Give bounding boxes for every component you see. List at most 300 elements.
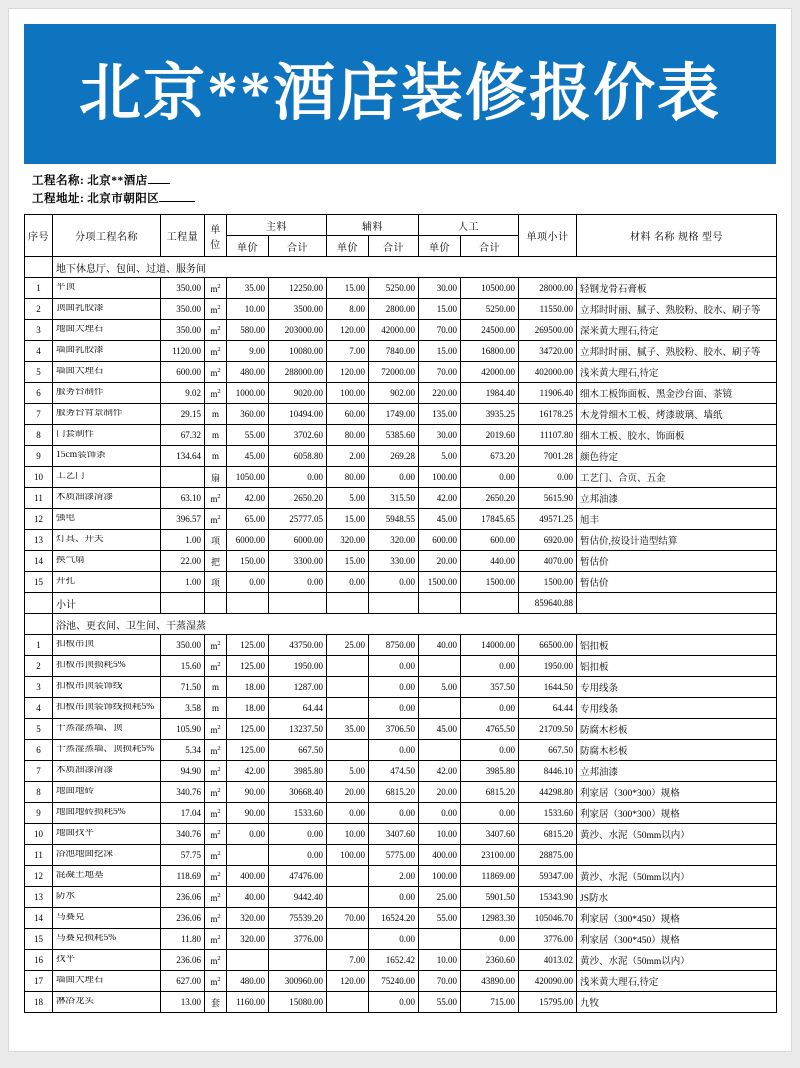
row-quantity: 236.06: [161, 950, 205, 971]
table-row: [25, 782, 777, 803]
row-main-unit-price: 6000.00: [227, 530, 269, 551]
row-quantity: 11.80: [161, 929, 205, 950]
row-main-total: 288000.00: [269, 362, 327, 383]
row-quantity: 627.00: [161, 971, 205, 992]
row-main-total: 13237.50: [269, 719, 327, 740]
row-item-name: 服务台背景制作: [53, 404, 161, 425]
row-labor-unit-price: 5.00: [419, 446, 461, 467]
row-quantity: 1120.00: [161, 341, 205, 362]
row-labor-unit-price: 55.00: [419, 992, 461, 1013]
row-unit: $m^2$: [205, 761, 227, 782]
row-material-spec: 立邦时时丽、腻子、熟胶粉、胶水、刷子等: [577, 341, 777, 362]
row-quantity: 1.00: [161, 530, 205, 551]
row-labor-total: 440.00: [461, 551, 519, 572]
table-row: [25, 887, 777, 908]
row-item-subtotal: 16178.25: [519, 404, 577, 425]
row-quantity: 236.06: [161, 887, 205, 908]
row-item-subtotal: 6920.00: [519, 530, 577, 551]
project-address-label: 工程地址:: [32, 193, 85, 205]
row-main-total: 1287.00: [269, 677, 327, 698]
row-unit: $m^2$: [205, 635, 227, 656]
page-title: 北京**酒店装修报价表: [78, 60, 721, 128]
row-labor-unit-price: 25.00: [419, 887, 461, 908]
row-quantity: 67.32: [161, 425, 205, 446]
row-index: 4: [25, 698, 53, 719]
row-main-unit-price: 400.00: [227, 866, 269, 887]
row-item-subtotal: 15795.00: [519, 992, 577, 1013]
row-material-spec: 利家居（300*300）规格: [577, 782, 777, 803]
row-aux-unit-price: 0.00: [327, 572, 369, 593]
project-name-value: 北京**酒店: [87, 175, 148, 187]
table-row: [25, 488, 777, 509]
row-unit: $m^2$: [205, 488, 227, 509]
row-material-spec: 黄沙、水泥（50mm以内）: [577, 824, 777, 845]
row-index: 13: [25, 887, 53, 908]
table-row: [25, 803, 777, 824]
row-labor-unit-price: 42.00: [419, 488, 461, 509]
row-aux-unit-price: 80.00: [327, 425, 369, 446]
row-aux-unit-price: 100.00: [327, 383, 369, 404]
row-unit: 套: [205, 992, 227, 1013]
row-labor-unit-price: 70.00: [419, 971, 461, 992]
row-aux-total: 5385.60: [369, 425, 419, 446]
subtotal-empty-cell: [227, 593, 269, 614]
row-main-total: 0.00: [269, 845, 327, 866]
subtotal-row: [25, 593, 777, 614]
table-row: [25, 824, 777, 845]
row-labor-total: 14000.00: [461, 635, 519, 656]
row-aux-total: 269.28: [369, 446, 419, 467]
row-quantity: 350.00: [161, 278, 205, 299]
row-main-total: 47476.00: [269, 866, 327, 887]
row-labor-unit-price: 10.00: [419, 824, 461, 845]
row-labor-total: 43890.00: [461, 971, 519, 992]
row-aux-total: 1652.42: [369, 950, 419, 971]
row-main-unit-price: 0.00: [227, 824, 269, 845]
row-main-unit-price: 40.00: [227, 887, 269, 908]
row-aux-unit-price: [327, 992, 369, 1013]
row-labor-unit-price: 600.00: [419, 530, 461, 551]
row-index: 4: [25, 341, 53, 362]
row-aux-total: 1749.00: [369, 404, 419, 425]
th-labor-unit-price: 单价: [419, 236, 461, 257]
header-row-top: [25, 215, 777, 236]
row-labor-unit-price: 70.00: [419, 320, 461, 341]
row-quantity: 118.69: [161, 866, 205, 887]
row-labor-unit-price: 220.00: [419, 383, 461, 404]
row-aux-total: 42000.00: [369, 320, 419, 341]
row-item-name: 干蒸湿蒸墙、顶: [53, 719, 161, 740]
table-row: [25, 719, 777, 740]
row-main-unit-price: 90.00: [227, 803, 269, 824]
row-aux-total: 0.00: [369, 467, 419, 488]
row-material-spec: 黄沙、水泥（50mm以内）: [577, 866, 777, 887]
row-aux-total: 330.00: [369, 551, 419, 572]
th-index: 序号: [25, 215, 53, 257]
row-main-unit-price: 55.00: [227, 425, 269, 446]
row-index: 18: [25, 992, 53, 1013]
project-name-line: [24, 172, 776, 190]
row-aux-total: 0.00: [369, 887, 419, 908]
row-unit: $m^2$: [205, 845, 227, 866]
row-index: 3: [25, 320, 53, 341]
row-labor-unit-price: 30.00: [419, 425, 461, 446]
row-main-unit-price: 125.00: [227, 740, 269, 761]
row-labor-total: 600.00: [461, 530, 519, 551]
row-quantity: 17.04: [161, 803, 205, 824]
row-item-name: 墙面大理石: [53, 362, 161, 383]
row-aux-unit-price: 15.00: [327, 551, 369, 572]
row-material-spec: 暂估价: [577, 572, 777, 593]
table-row: [25, 929, 777, 950]
row-material-spec: 铝扣板: [577, 656, 777, 677]
project-address-blank: [159, 201, 195, 202]
row-material-spec: 利家居（300*300）规格: [577, 803, 777, 824]
row-main-unit-price: 65.00: [227, 509, 269, 530]
row-item-subtotal: 1644.50: [519, 677, 577, 698]
row-labor-total: 24500.00: [461, 320, 519, 341]
row-index: 14: [25, 551, 53, 572]
row-main-total: 3702.60: [269, 425, 327, 446]
row-material-spec: 利家居（300*450）规格: [577, 908, 777, 929]
row-aux-unit-price: 8.00: [327, 299, 369, 320]
th-item-name: 分项工程名称: [53, 215, 161, 257]
row-main-total: 9020.00: [269, 383, 327, 404]
row-aux-unit-price: 70.00: [327, 908, 369, 929]
row-index: 13: [25, 530, 53, 551]
row-main-unit-price: 125.00: [227, 719, 269, 740]
table-body: [25, 257, 777, 1013]
row-main-unit-price: 1050.00: [227, 467, 269, 488]
row-index: 12: [25, 509, 53, 530]
row-labor-unit-price: 100.00: [419, 866, 461, 887]
table-row: [25, 467, 777, 488]
row-material-spec: 专用线条: [577, 698, 777, 719]
row-unit: $m^2$: [205, 719, 227, 740]
row-item-name: 木质油漆清漆: [53, 488, 161, 509]
row-index: 1: [25, 635, 53, 656]
row-aux-total: 320.00: [369, 530, 419, 551]
row-main-unit-price: 10.00: [227, 299, 269, 320]
table-row: [25, 341, 777, 362]
row-quantity: 1.00: [161, 572, 205, 593]
row-labor-unit-price: 20.00: [419, 551, 461, 572]
row-quantity: 3.58: [161, 698, 205, 719]
row-unit: $m^2$: [205, 656, 227, 677]
row-item-subtotal: 44298.80: [519, 782, 577, 803]
th-aux-unit-price: 单价: [327, 236, 369, 257]
row-labor-unit-price: [419, 929, 461, 950]
row-unit: $m^2$: [205, 866, 227, 887]
row-unit: $m^2$: [205, 383, 227, 404]
table-row: [25, 845, 777, 866]
row-aux-unit-price: 7.00: [327, 950, 369, 971]
row-main-total: 64.44: [269, 698, 327, 719]
table-row: [25, 299, 777, 320]
row-labor-unit-price: [419, 656, 461, 677]
row-quantity: 134.64: [161, 446, 205, 467]
table-row: [25, 509, 777, 530]
row-item-name: 马赛克: [53, 908, 161, 929]
row-labor-total: 11869.00: [461, 866, 519, 887]
table-row: [25, 572, 777, 593]
row-main-total: 1950.00: [269, 656, 327, 677]
row-quantity: 15.60: [161, 656, 205, 677]
table-row: [25, 677, 777, 698]
row-aux-total: 0.00: [369, 992, 419, 1013]
row-unit: $m^2$: [205, 908, 227, 929]
table-row: [25, 530, 777, 551]
row-aux-unit-price: 7.00: [327, 341, 369, 362]
section-title: 地下休息厅、包间、过道、服务间: [53, 257, 777, 278]
row-main-total: 3776.00: [269, 929, 327, 950]
row-index: 8: [25, 782, 53, 803]
table-row: [25, 404, 777, 425]
row-labor-unit-price: [419, 740, 461, 761]
row-material-spec: 防腐木杉板: [577, 719, 777, 740]
row-labor-unit-price: 55.00: [419, 908, 461, 929]
row-item-subtotal: 28875.00: [519, 845, 577, 866]
row-item-subtotal: 1500.00: [519, 572, 577, 593]
project-info: [24, 172, 776, 208]
row-item-name: 墙面乳胶漆: [53, 341, 161, 362]
row-unit: $m^2$: [205, 299, 227, 320]
row-index: 16: [25, 950, 53, 971]
row-index: 6: [25, 740, 53, 761]
section-index-spacer: [25, 614, 53, 635]
row-unit: $m^2$: [205, 362, 227, 383]
row-labor-total: 0.00: [461, 929, 519, 950]
project-name-label: 工程名称:: [32, 175, 85, 187]
row-aux-total: 3706.50: [369, 719, 419, 740]
row-material-spec: 利家居（300*450）规格: [577, 929, 777, 950]
row-labor-unit-price: 5.00: [419, 677, 461, 698]
row-main-total: 15080.00: [269, 992, 327, 1013]
row-main-total: 667.50: [269, 740, 327, 761]
th-main-total: 合计: [269, 236, 327, 257]
row-item-name: 马赛克损耗5%: [53, 929, 161, 950]
th-group-main-material: 主料: [227, 215, 327, 236]
row-aux-total: 315.50: [369, 488, 419, 509]
row-unit: $m^2$: [205, 740, 227, 761]
row-labor-total: 23100.00: [461, 845, 519, 866]
row-item-subtotal: 4070.00: [519, 551, 577, 572]
row-aux-total: 0.00: [369, 698, 419, 719]
row-aux-unit-price: 120.00: [327, 362, 369, 383]
row-material-spec: 轻钢龙骨石膏板: [577, 278, 777, 299]
table-row: [25, 950, 777, 971]
row-index: 15: [25, 929, 53, 950]
row-main-unit-price: 35.00: [227, 278, 269, 299]
row-item-subtotal: 28000.00: [519, 278, 577, 299]
row-material-spec: 浅米黄大理石,待定: [577, 362, 777, 383]
row-labor-unit-price: 45.00: [419, 509, 461, 530]
row-main-total: 30668.40: [269, 782, 327, 803]
row-aux-unit-price: 60.00: [327, 404, 369, 425]
row-unit: $m^2$: [205, 320, 227, 341]
row-quantity: 350.00: [161, 299, 205, 320]
row-aux-unit-price: 100.00: [327, 845, 369, 866]
row-material-spec: 铝扣板: [577, 635, 777, 656]
table-row: [25, 866, 777, 887]
row-unit: $m^2$: [205, 509, 227, 530]
row-main-unit-price: 125.00: [227, 635, 269, 656]
row-material-spec: 防腐木杉板: [577, 740, 777, 761]
row-unit: $m^2$: [205, 950, 227, 971]
row-labor-unit-price: 100.00: [419, 467, 461, 488]
row-item-subtotal: 66500.00: [519, 635, 577, 656]
row-main-total: [269, 950, 327, 971]
row-labor-total: 715.00: [461, 992, 519, 1013]
row-item-name: 工艺门: [53, 467, 161, 488]
row-labor-total: 0.00: [461, 698, 519, 719]
row-item-subtotal: 8446.10: [519, 761, 577, 782]
row-aux-unit-price: 10.00: [327, 824, 369, 845]
row-unit: 项: [205, 530, 227, 551]
row-main-unit-price: 45.00: [227, 446, 269, 467]
row-item-name: 浴池地面挖深: [53, 845, 161, 866]
row-labor-unit-price: 10.00: [419, 950, 461, 971]
row-index: 15: [25, 572, 53, 593]
row-main-unit-price: 150.00: [227, 551, 269, 572]
row-item-subtotal: 21709.50: [519, 719, 577, 740]
row-material-spec: 立邦时时丽、腻子、熟胶粉、胶水、刷子等: [577, 299, 777, 320]
table-row: [25, 362, 777, 383]
row-quantity: 29.15: [161, 404, 205, 425]
row-quantity: 350.00: [161, 635, 205, 656]
row-material-spec: 专用线条: [577, 677, 777, 698]
row-labor-total: 4765.50: [461, 719, 519, 740]
row-item-name: 15cm装饰条: [53, 446, 161, 467]
row-aux-unit-price: [327, 656, 369, 677]
row-labor-total: 5901.50: [461, 887, 519, 908]
row-material-spec: 细木工板、胶水、饰面板: [577, 425, 777, 446]
row-item-subtotal: 15343.90: [519, 887, 577, 908]
quotation-table: [24, 214, 777, 1013]
subtotal-index-spacer: [25, 593, 53, 614]
table-row: [25, 383, 777, 404]
table-row: [25, 761, 777, 782]
row-index: 14: [25, 908, 53, 929]
row-item-name: 找平: [53, 950, 161, 971]
project-address-value: 北京市朝阳区: [87, 193, 160, 205]
row-item-name: 门套制作: [53, 425, 161, 446]
row-unit: 项: [205, 572, 227, 593]
row-item-subtotal: 49571.25: [519, 509, 577, 530]
row-main-total: 6000.00: [269, 530, 327, 551]
subtotal-value: 859640.88: [519, 593, 577, 614]
row-aux-unit-price: 15.00: [327, 278, 369, 299]
row-quantity: 600.00: [161, 362, 205, 383]
row-aux-total: 16524.20: [369, 908, 419, 929]
row-quantity: 57.75: [161, 845, 205, 866]
row-unit: $m^2$: [205, 929, 227, 950]
row-item-subtotal: 11550.00: [519, 299, 577, 320]
row-item-name: 干蒸湿蒸墙、顶损耗5%: [53, 740, 161, 761]
row-index: 6: [25, 383, 53, 404]
row-item-subtotal: 0.00: [519, 467, 577, 488]
row-quantity: 396.57: [161, 509, 205, 530]
subtotal-empty-cell: [161, 593, 205, 614]
row-main-unit-price: 18.00: [227, 677, 269, 698]
row-unit: $m^2$: [205, 341, 227, 362]
row-unit: m: [205, 677, 227, 698]
row-main-total: 9442.40: [269, 887, 327, 908]
row-unit: 扇: [205, 467, 227, 488]
row-item-subtotal: 34720.00: [519, 341, 577, 362]
th-labor-total: 合计: [461, 236, 519, 257]
row-labor-total: 3407.60: [461, 824, 519, 845]
row-labor-total: 5250.00: [461, 299, 519, 320]
row-item-subtotal: 1533.60: [519, 803, 577, 824]
row-main-unit-price: [227, 845, 269, 866]
row-main-total: 1533.60: [269, 803, 327, 824]
row-unit: m: [205, 698, 227, 719]
row-index: 7: [25, 761, 53, 782]
row-aux-total: 2800.00: [369, 299, 419, 320]
row-labor-unit-price: 135.00: [419, 404, 461, 425]
row-labor-total: 42000.00: [461, 362, 519, 383]
row-item-subtotal: 7001.28: [519, 446, 577, 467]
row-aux-unit-price: [327, 740, 369, 761]
row-item-name: 扣板吊顶装饰线: [53, 677, 161, 698]
row-material-spec: 浅米黄大理石,待定: [577, 971, 777, 992]
th-material-spec: 材料 名称 规格 型号: [577, 215, 777, 257]
row-index: 9: [25, 446, 53, 467]
row-item-subtotal: 64.44: [519, 698, 577, 719]
row-material-spec: 颜色待定: [577, 446, 777, 467]
row-item-name: 墙面大理石: [53, 971, 161, 992]
row-item-name: 防水: [53, 887, 161, 908]
table-row: [25, 656, 777, 677]
row-aux-unit-price: 25.00: [327, 635, 369, 656]
row-material-spec: 暂估价,按设计造型结算: [577, 530, 777, 551]
row-material-spec: 细木工板饰面板、黑金沙台面、茶镜: [577, 383, 777, 404]
table-row: [25, 992, 777, 1013]
subtotal-empty-cell: [327, 593, 369, 614]
row-quantity: 71.50: [161, 677, 205, 698]
document-page: [8, 8, 792, 1052]
row-index: 2: [25, 299, 53, 320]
row-item-name: 地面找平: [53, 824, 161, 845]
row-material-spec: 立邦油漆: [577, 761, 777, 782]
row-item-subtotal: 6815.20: [519, 824, 577, 845]
th-quantity: 工程量: [161, 215, 205, 257]
row-unit: $m^2$: [205, 824, 227, 845]
row-aux-unit-price: 0.00: [327, 803, 369, 824]
row-aux-unit-price: 5.00: [327, 488, 369, 509]
row-item-subtotal: 4013.02: [519, 950, 577, 971]
row-aux-total: 0.00: [369, 803, 419, 824]
row-main-unit-price: 9.00: [227, 341, 269, 362]
row-material-spec: 立邦油漆: [577, 488, 777, 509]
row-unit: $m^2$: [205, 971, 227, 992]
row-labor-total: 3985.80: [461, 761, 519, 782]
row-unit: $m^2$: [205, 278, 227, 299]
row-quantity: 340.76: [161, 824, 205, 845]
row-unit: m: [205, 446, 227, 467]
row-quantity: 340.76: [161, 782, 205, 803]
subtotal-empty-cell: [369, 593, 419, 614]
row-unit: m: [205, 425, 227, 446]
row-labor-total: 0.00: [461, 656, 519, 677]
row-main-total: 12250.00: [269, 278, 327, 299]
row-item-name: 木质油漆清漆: [53, 761, 161, 782]
row-index: 10: [25, 467, 53, 488]
row-aux-total: 5775.00: [369, 845, 419, 866]
row-main-total: 0.00: [269, 824, 327, 845]
row-main-unit-price: 125.00: [227, 656, 269, 677]
